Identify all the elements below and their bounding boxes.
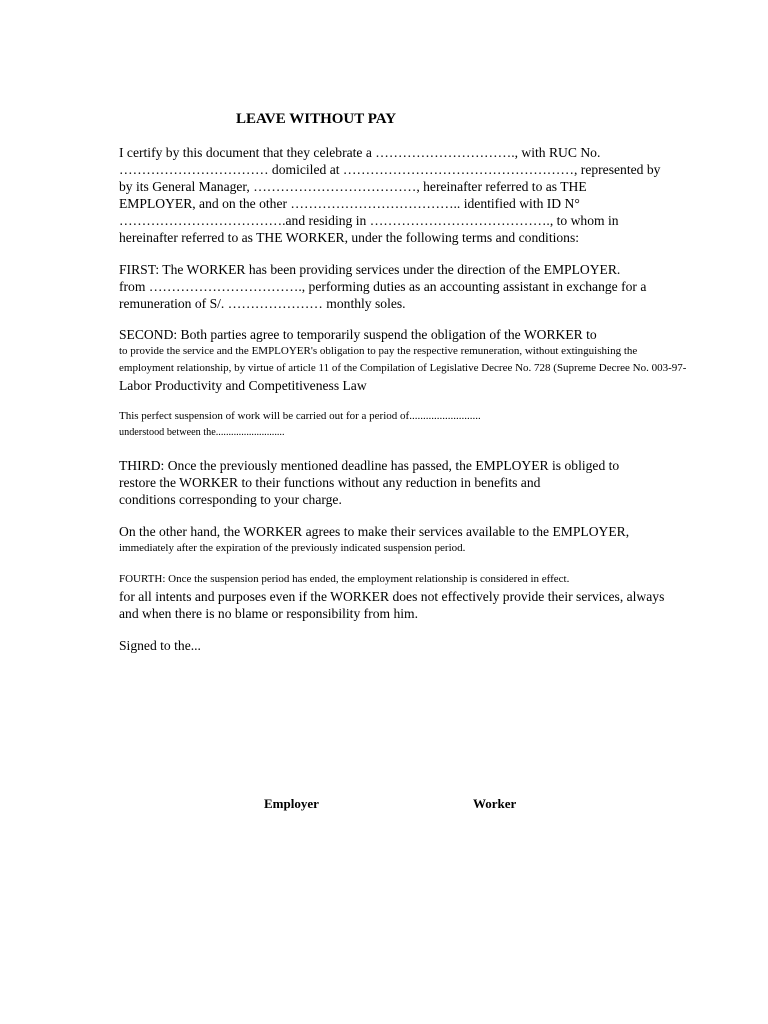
third-clause-line: restore the WORKER to their functions without any reduction in benefits and (119, 475, 541, 490)
first-clause-line: remuneration of S/. ………………… monthly soles. (119, 296, 406, 311)
second-clause-line: to provide the service and the EMPLOYER's obligation to pay the respective remuneration, without extinguishing the (119, 345, 638, 357)
suspension-line: This perfect suspension of work will be carried out for a period of.......................... (119, 410, 481, 422)
document-title: LEAVE WITHOUT PAY (236, 111, 397, 127)
second-clause-line: SECOND: Both parties agree to temporarily suspend the obligation of the WORKER to (119, 327, 597, 342)
fourth-clause-line: FOURTH: Once the suspension period has ended, the employment relationship is considered in effect. (119, 573, 570, 585)
intro-line: …………………………… domiciled at ……………………………………………, represented by (119, 162, 661, 177)
signed-line: Signed to the... (119, 638, 201, 653)
intro-line: hereinafter referred to as THE WORKER, under the following terms and conditions: (119, 230, 580, 245)
intro-line: ……………………………….and residing in …………………………………., to whom in (119, 213, 619, 228)
intro-line: EMPLOYER, and on the other ……………………………….. identified with ID N° (119, 196, 580, 211)
other-hand-line: immediately after the expiration of the previously indicated suspension period. (119, 542, 466, 554)
suspension-line: understood between the........................... (119, 427, 285, 438)
intro-line: by its General Manager, ………………………………, hereinafter referred to as THE (119, 179, 587, 194)
other-hand-line: On the other hand, the WORKER agrees to make their services available to the EMPLOYER, (119, 524, 630, 539)
second-clause-line: Labor Productivity and Competitiveness Law (119, 378, 367, 393)
intro-line: I certify by this document that they celebrate a …………………………., with RUC No. (119, 145, 601, 160)
employer-signature-label: Employer (264, 796, 319, 811)
first-clause-line: FIRST: The WORKER has been providing services under the direction of the EMPLOYER. (119, 262, 621, 277)
worker-signature-label: Worker (473, 796, 517, 811)
third-clause-line: conditions corresponding to your charge. (119, 492, 342, 507)
second-clause-line: employment relationship, by virtue of article 11 of the Compilation of Legislative Decree No. 728 (Supreme Decree No. 003-97- (119, 362, 687, 374)
fourth-clause-line: and when there is no blame or responsibility from him. (119, 606, 419, 621)
first-clause-line: from ……………………………., performing duties as an accounting assistant in exchange for a (119, 279, 647, 294)
third-clause-line: THIRD: Once the previously mentioned deadline has passed, the EMPLOYER is obliged to (119, 458, 620, 473)
fourth-clause-line: for all intents and purposes even if the WORKER does not effectively provide their services, always (119, 589, 665, 604)
